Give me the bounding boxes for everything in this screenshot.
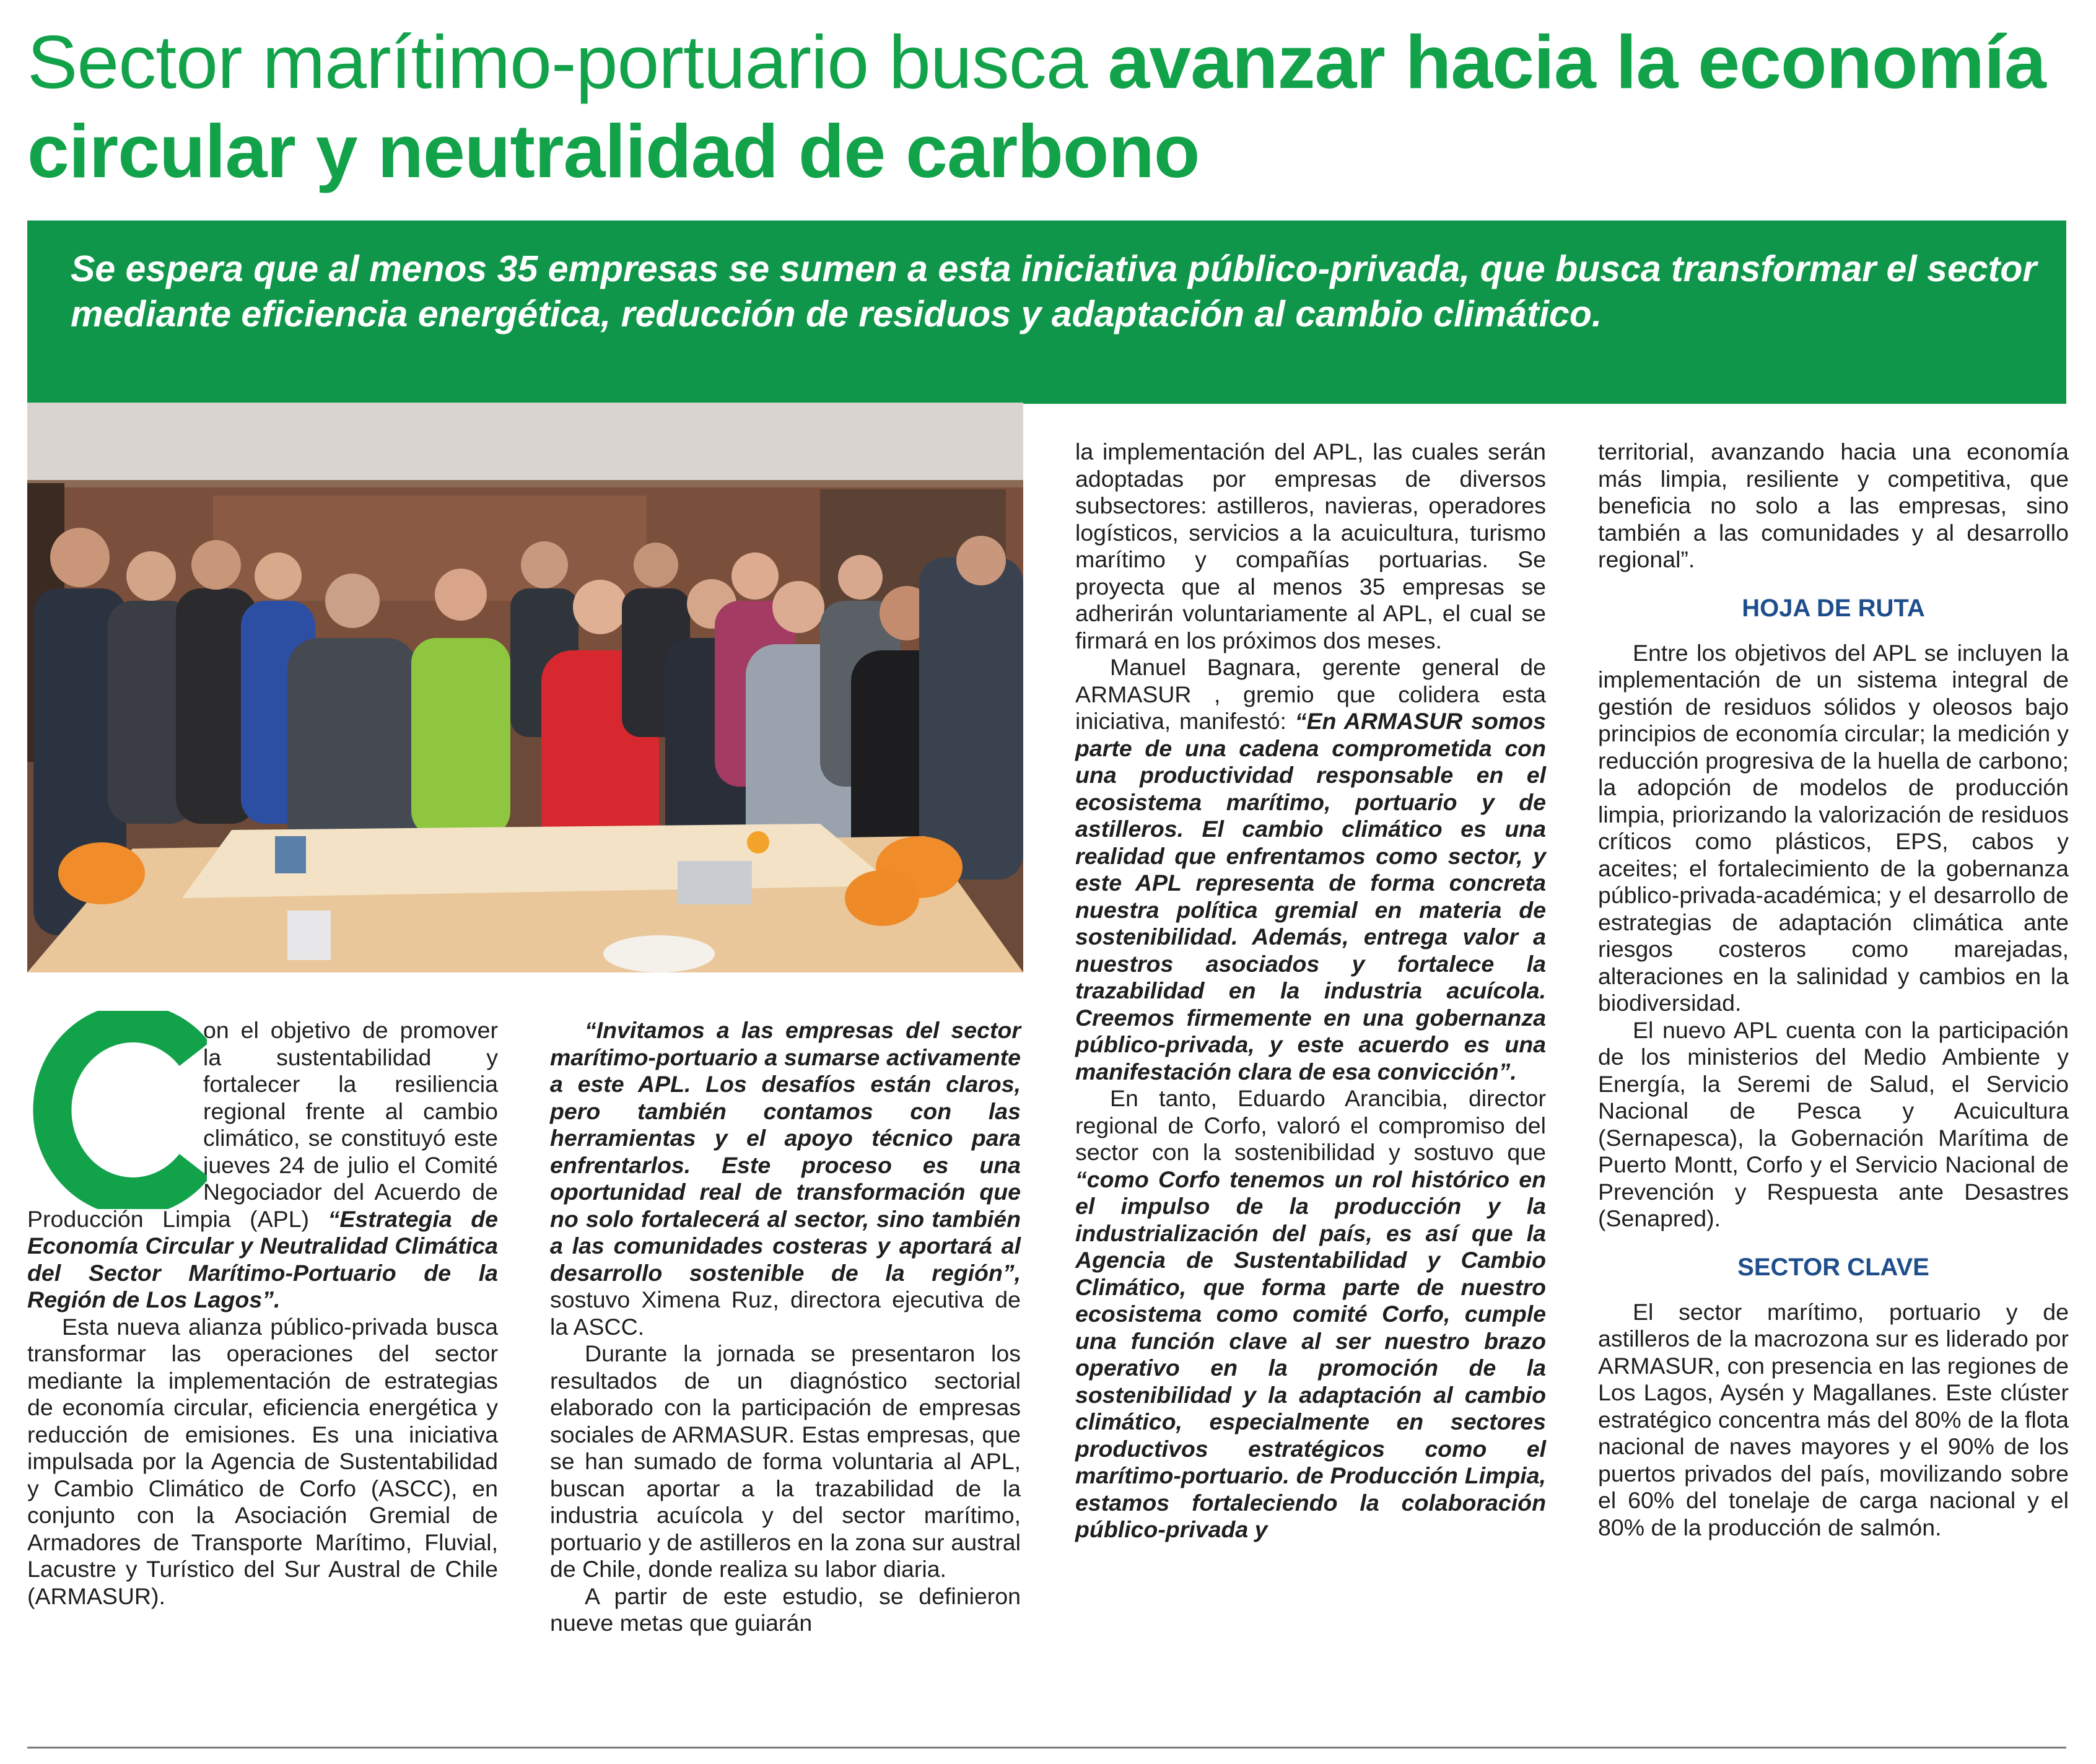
col3-p2-text: Manuel Bagnara, gerente general de ARMASUR , gremio que colidera esta iniciativa, manifestó: <box>1075 654 1546 734</box>
subhead-hoja-de-ruta: HOJA DE RUTA <box>1742 594 1925 622</box>
col4-paragraph-3: El nuevo APL cuenta con la participación de los ministerios del Medio Ambiente y Energía, la Seremi de Salud, el Servicio Nacional de Pesca y Acuicultura (Sernapesca), la Gobernación Marítima de Puerto Montt, Corfo y el Servicio Nacional de Prevención y Respuesta ante Desastres (Senapred). <box>1598 1016 2069 1231</box>
subhead-sector-clave: SECTOR CLAVE <box>1737 1253 1929 1281</box>
drop-cap-letter <box>27 1011 207 1209</box>
column-1 <box>27 1017 498 1610</box>
col4-paragraph-1: territorial, avanzando hacia una economía más limpia, resiliente y competitiva, que beneficia no solo a las empresas, sino también a las comunidades y al desarrollo regional”. <box>1598 439 2069 572</box>
col4-paragraph-4: El sector marítimo, portuario y de astilleros de la macrozona sur es liderado por ARMASUR, con presencia en las regiones de Los Lagos, Aysén y Magallanes. Este clúster estratégico concentra más del 80% de la flota nacional de naves mayores y el 90% de los puertos privados del país, movilizando sobre el 60% del tonelaje de carga nacional y el 80% de la producción de salmón. <box>1598 1298 2069 1540</box>
headline-light: Sector marítimo-portuario busca <box>27 20 1108 104</box>
column-3 <box>1075 439 1546 1544</box>
deck-text: Se espera que al menos 35 empresas se sumen a esta iniciativa público-privada, que busca transformar el sector mediante eficiencia energética, reducción de residuos y adaptación al cambio climático. <box>71 248 2037 334</box>
col2-paragraph-3: A partir de este estudio, se definieron nueve metas que guiarán <box>550 1583 1021 1636</box>
headline-bold: avanzar hacia la economía circular y neutralidad de carbono <box>27 20 2046 193</box>
lead-paragraph-wrap <box>27 1017 498 1314</box>
col2-p1-quote: “Invitamos a las empresas del sector marítimo-portuario a sumarse activamente a este APL. Los desafíos están claros, pero también contamos con las herramientas y el apoyo técnico para enfrentarlos. Este proceso es una oportunidad real de transformación que no solo fortalecerá al sector, sino también a las comunidades costeras y aportará al desarrollo sostenible de la región”, <box>550 1017 1021 1286</box>
drop-cap-c-icon <box>27 1011 207 1209</box>
col3-paragraph-2 <box>1075 654 1546 1085</box>
group-photo <box>27 403 1023 972</box>
col3-p3-quote: “como Corfo tenemos un rol histórico en el impulso de la producción y la industrialización del país, es así que la Agencia de Sustentabilidad y Cambio Climático, que forma parte de nuestro ecosistema como comité Corfo, cumple una función clave al ser nuestro brazo operativo en la promoción de la sostenibilidad y la adaptación al cambio climático, especialmente en sectores productivos estratégicos como el marítimo-portuario. de Producción Limpia, estamos fortaleciendo la colaboración público-privada y <box>1075 1166 1546 1542</box>
col1-p1-quote: “Estrategia de Economía Circular y Neutralidad Climática del Sector Marítimo-Portuario de la Región de Los Lagos”. <box>27 1205 498 1312</box>
col3-p3-text: En tanto, Eduardo Arancibia, director regional de Corfo, valoró el compromiso del sector con la sostenibilidad y sostuvo que <box>1075 1085 1546 1165</box>
col3-paragraph-3 <box>1075 1085 1546 1544</box>
col1-paragraph-2: Esta nueva alianza público-privada busca transformar las operaciones del sector mediante la implementación de estrategias de economía circular, eficiencia energética y reducción de emisiones. Es una iniciativa impulsada por la Agencia de Sustentabilidad y Cambio Climático de Corfo (ASCC), en conjunto con la Asociación Gremial de Armadores de Transporte Marítimo, Fluvial, Lacustre y Turístico del Sur Austral de Chile (ARMASUR). <box>27 1313 498 1609</box>
col3-paragraph-1: la implementación del APL, las cuales serán adoptadas por empresas de diversos subsectores: astilleros, navieras, operadores logísticos, servicios a la acuicultura, turismo marítimo y compañías portuarias. Se proyecta que al menos 35 empresas se adherirán voluntariamente al APL, el cual se firmará en los próximos dos meses. <box>1075 439 1546 653</box>
column-2 <box>550 1017 1021 1637</box>
column-4 <box>1598 439 2069 1541</box>
group-photo-illustration <box>27 403 1023 972</box>
col2-paragraph-1 <box>550 1017 1021 1340</box>
col1-p1-text: on el objetivo de promover la sustentabilidad y fortalecer la resiliencia regional frente al cambio climático, se constituyó este jueves 24 de julio el Comité Negociador del Acuerdo de Producción Limpia (APL) <box>27 1017 498 1232</box>
col3-p2-quote: “En ARMASUR somos parte de una cadena comprometida con una productividad responsable en el ecosistema marítimo, portuario y de astilleros. El cambio climático es una realidad que enfrentamos como sector, y este APL representa de forma concreta nuestra política gremial en materia de sostenibilidad. Además, entrega valor a nuestros asociados y fortalece la trazabilidad en la industria acuícola. Creemos firmemente en una gobernanza público-privada, y este acuerdo es una manifestación clara de esa convicción”. <box>1075 708 1546 1085</box>
headline <box>27 17 2071 196</box>
col4-paragraph-2: Entre los objetivos del APL se incluyen la implementación de un sistema integral de gestión de residuos sólidos y oleosos bajo principios de economía circular; la medición y reducción progresiva de la huella de carbono; la adopción de modelos de producción limpia, priorizando la valorización de residuos críticos como plásticos, EPS, cabos y aceites; el fortalecimiento de la gobernanza público-privada-académica; y el desarrollo de estrategias de adaptación climática ante riesgos costeros como marejadas, alteraciones en la salinidad y cambios en la biodiversidad. <box>1598 639 2069 1016</box>
col2-p1-text: sostuvo Ximena Ruz, directora ejecutiva de la ASCC. <box>550 1286 1021 1340</box>
bottom-rule <box>27 1747 2066 1749</box>
col2-paragraph-2: Durante la jornada se presentaron los resultados de un diagnóstico sectorial elaborado con la participación de empresas sociales de ARMASUR. Estas empresas, que se han sumado de forma voluntaria al APL, buscan aportar a la trazabilidad de la industria acuícola y del sector marítimo, portuario y de astilleros en la zona sur austral de Chile, donde realiza su labor diaria. <box>550 1340 1021 1582</box>
deck-banner <box>27 220 2066 404</box>
